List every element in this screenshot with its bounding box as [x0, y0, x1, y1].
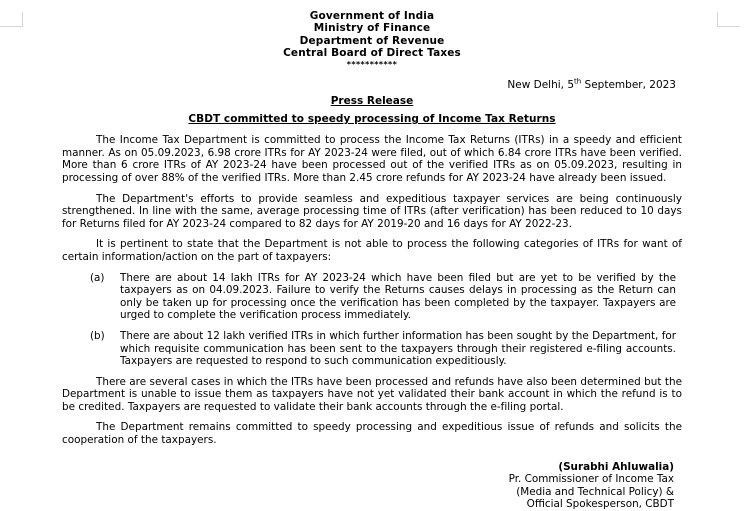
- document-content: [62, 10, 682, 511]
- dateline-month-year: September, 2023: [581, 79, 676, 92]
- list-item-marker-a: (a): [90, 271, 105, 284]
- scan-corner-mark-top-left: [0, 12, 23, 27]
- masthead-line-government: Government of India: [309, 10, 435, 22]
- list-item-marker-b: (b): [90, 329, 105, 342]
- masthead-line-board: Central Board of Direct Taxes: [283, 46, 461, 59]
- paragraph-4: There are several cases in which the ITRs have been processed and refunds have also been determined but the Department is unable to issue them as taxpayers have not yet validated their bank account in which the refund is to be credited. Taxpayers are requested to validate their bank accounts through the e-filing portal.: [62, 375, 682, 413]
- asterisk-separator: ***********: [346, 60, 398, 70]
- signatory-name: (Surabhi Ahluwalia): [558, 460, 674, 473]
- dateline-city: New Delhi,: [507, 79, 568, 92]
- page-title-text: CBDT committed to speedy processing of Income Tax Returns: [188, 113, 556, 126]
- signatory-role: Official Spokesperson, CBDT: [526, 498, 674, 511]
- scan-corner-mark-top-right: [717, 12, 740, 27]
- signatory-designation: Pr. Commissioner of Income Tax: [508, 473, 674, 486]
- masthead: [62, 10, 682, 59]
- paragraph-1: The Income Tax Department is committed to process the Income Tax Returns (ITRs) in a speedy and efficient manner. As on 05.09.2023, 6.98 crore ITRs for AY 2023-24 were filed, out of which 6.84 crore ITRs have been verified. More than 6 crore ITRs of AY 2023-24 have been processed out of the verified ITRs as on 05.09.2023, resulting in processing of over 88% of the verified ITRs. More than 2.45 crore refunds for AY 2023-24 have already been issued.: [62, 134, 682, 184]
- page-title: [62, 113, 682, 126]
- list-item-text-b: There are about 12 lakh verified ITRs in which further information has been sought by the Department, for which requisite communication has been sent to the taxpayers through their registered e-filing accounts. Taxpayers are requested to respond to such communication expeditiously.: [120, 329, 676, 368]
- masthead-line-department: Department of Revenue: [299, 34, 445, 47]
- list-item: [62, 330, 682, 368]
- masthead-line-ministry: Ministry of Finance: [313, 22, 431, 35]
- dateline-ordinal-suffix: th: [574, 77, 582, 86]
- press-release-label-text: Press Release: [330, 95, 414, 108]
- paragraph-5: The Department remains committed to speedy processing and expeditious issue of refunds and solicits the cooperation of the taxpayers.: [62, 421, 682, 447]
- dateline: [62, 78, 682, 92]
- taxpayer-action-list: [62, 272, 682, 368]
- signatory-division: (Media and Technical Policy) &: [516, 485, 674, 498]
- list-item-text-a: There are about 14 lakh ITRs for AY 2023-24 which have been filed but are yet to be verified by the taxpayers as on 04.09.2023. Failure to verify the Returns causes delays in processing as the Return can only be taken up for processing once the verification has been completed by the taxpayer. Taxpayers are urged to complete the verification process immediately.: [120, 271, 676, 322]
- press-release-label: [62, 95, 682, 108]
- paragraph-3: It is pertinent to state that the Department is not able to process the following categories of ITRs for want of certain information/action on the part of taxpayers:: [62, 238, 682, 263]
- signature-block: [62, 461, 682, 511]
- paragraph-2: The Department's efforts to provide seamless and expeditious taxpayer services are being continuously strengthened. In line with the same, average processing time of ITRs (after verification) has been reduced to 10 days for Returns filed for AY 2023-24 compared to 82 days for AY 2019-20 and 16 days for AY 2022-23.: [62, 192, 682, 230]
- dateline-day: 5: [567, 79, 575, 92]
- list-item: [62, 272, 682, 322]
